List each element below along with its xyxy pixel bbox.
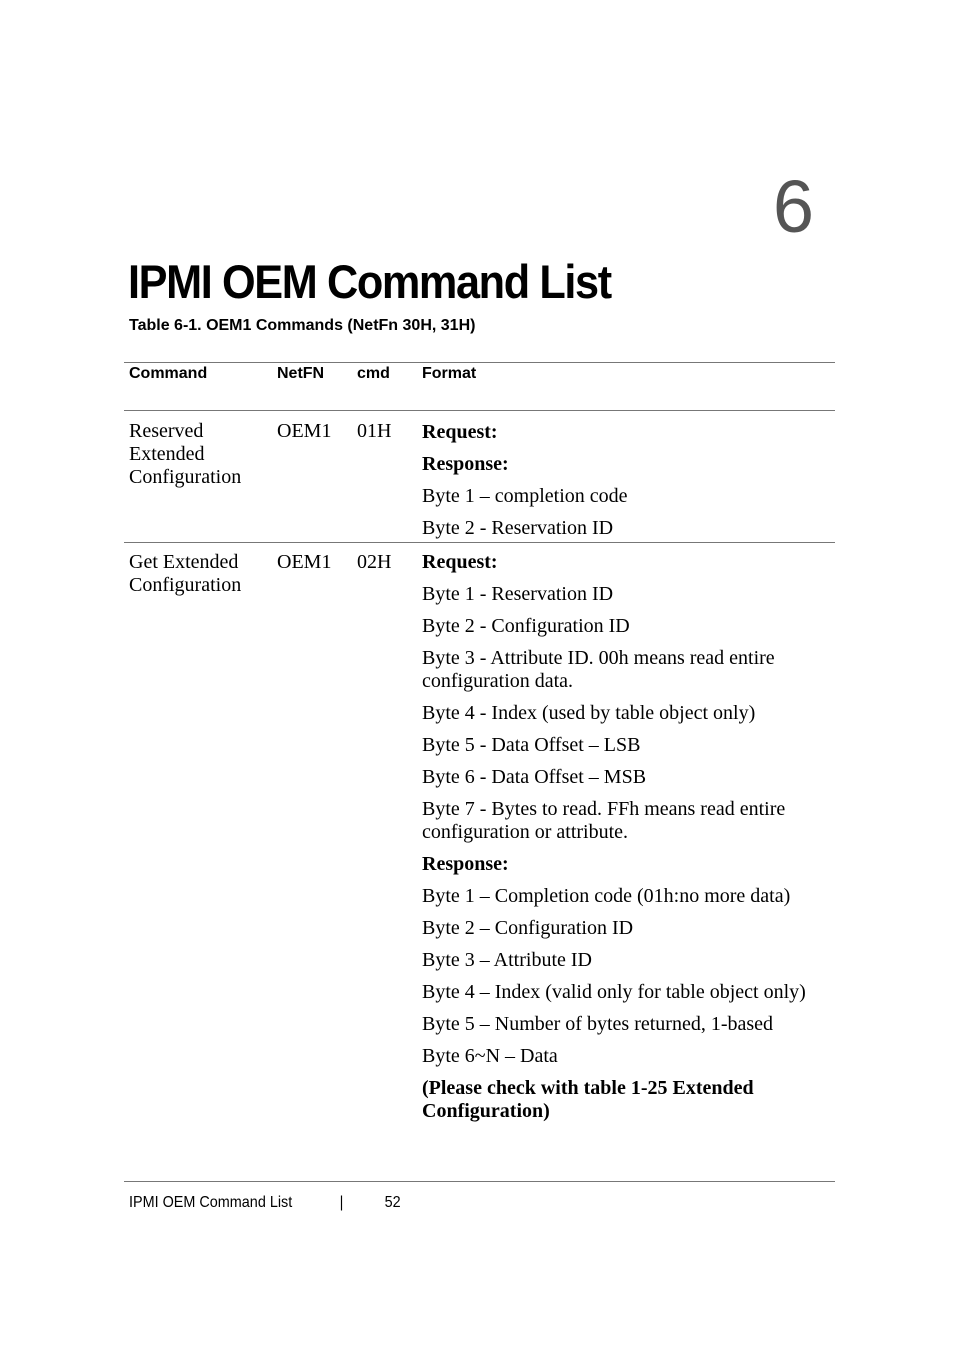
format-cell: Request: Response: Byte 1 – completion code Byte 2 - Reservation ID — [422, 421, 628, 539]
netfn-cell: OEM1 — [277, 551, 332, 573]
command-cell: Get Extended Configuration — [129, 551, 242, 596]
cmd-cell: 02H — [357, 551, 392, 573]
cmd-cell: 01H — [357, 420, 392, 442]
table-caption: Table 6-1. OEM1 Commands (NetFn 30H, 31H) — [129, 317, 476, 334]
format-cell: Request: Byte 1 - Reservation ID Byte 2 - Configuration ID Byte 3 - Attribute ID. 00h means read entire configuration data. Byte 4 - Index (used by table object only) Byte 5 - Data Offset – LSB Byte 6 - Data Offset – MSB Byte 7 - Bytes to read. FFh means read entire configuration or attribute. Response: Byte 1 – Completion code (01h:no more data) Byte 2 – Configuration ID Byte 3 – Attribute ID Byte 4 – Index (valid only for table object only) Byte 5 – Number of bytes returned, 1-based Byte 6~N – Data (Please check with table 1-25 Extended Configuration) — [422, 551, 806, 1122]
header-cmd: cmd — [357, 365, 390, 382]
footer-separator: | — [339, 1194, 344, 1211]
header-format: Format — [422, 365, 477, 382]
header-netfn: NetFN — [277, 365, 325, 382]
table-row — [124, 411, 835, 542]
netfn-cell: OEM1 — [277, 420, 332, 442]
table-header — [124, 363, 835, 410]
chapter-number: 6 — [772, 165, 814, 248]
page-title: IPMI OEM Command List — [128, 255, 611, 308]
command-cell: Reserved Extended Configuration — [129, 420, 242, 488]
footer-page-number: 52 — [384, 1194, 401, 1211]
footer-section: IPMI OEM Command List — [129, 1194, 293, 1211]
oem1-commands-table — [124, 362, 835, 1182]
header-command: Command — [129, 365, 208, 382]
table-row — [124, 543, 835, 1181]
